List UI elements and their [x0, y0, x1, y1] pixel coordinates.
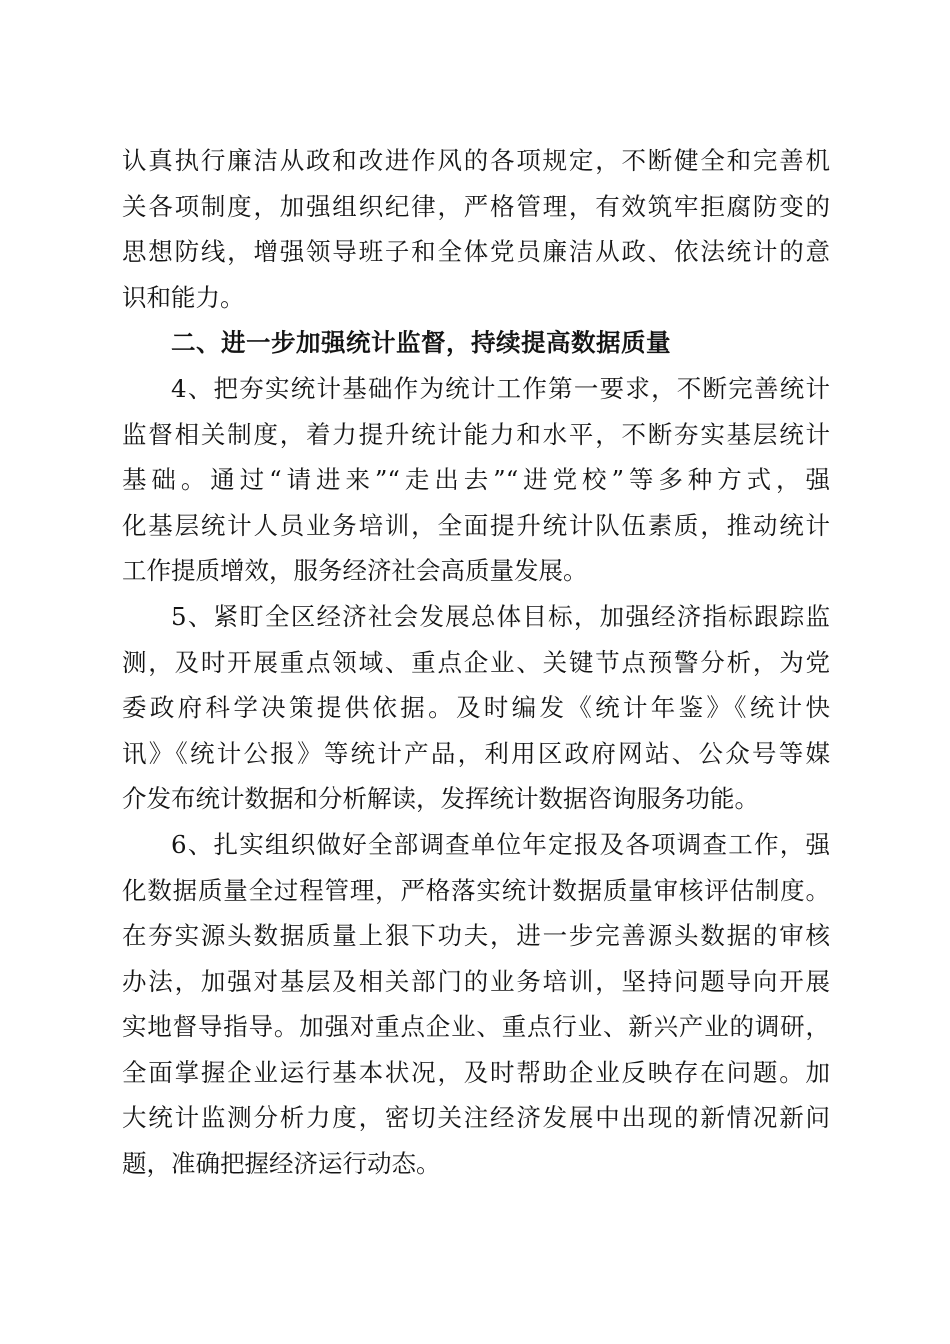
text-line: 讯》《统计公报》等统计产品，利用区政府网站、公众号等媒	[122, 738, 830, 768]
text-line: 关各项制度，加强组织纪律，严格管理，有效筑牢拒腐防变的	[122, 191, 830, 221]
text-line: 化基层统计人员业务培训，全面提升统计队伍素质，推动统计	[122, 510, 830, 540]
text-line: 5、紧盯全区经济社会发展总体目标，加强经济指标跟踪监	[171, 601, 830, 631]
text-line: 实地督导指导。加强对重点企业、重点行业、新兴产业的调研，	[122, 1012, 830, 1042]
text-line: 在夯实源头数据质量上狠下功夫，进一步完善源头数据的审核	[122, 921, 830, 951]
text-line: 化数据质量全过程管理，严格落实统计数据质量审核评估制度。	[122, 875, 830, 905]
text-line: 识和能力。	[122, 282, 245, 312]
document-body	[122, 138, 830, 1187]
text-line: 全面掌握企业运行基本状况，及时帮助企业反映存在问题。加	[122, 1057, 830, 1087]
paragraph-5	[122, 594, 830, 822]
text-line: 思想防线，增强领导班子和全体党员廉洁从政、依法统计的意	[122, 237, 830, 267]
paragraph-4	[122, 366, 830, 594]
section-heading: 二、进一步加强统计监督，持续提高数据质量	[171, 328, 671, 358]
text-line: 工作提质增效，服务经济社会高质量发展。	[122, 556, 588, 586]
text-line: 6、扎实组织做好全部调查单位年定报及各项调查工作，强	[171, 829, 830, 859]
paragraph-intro	[122, 138, 830, 320]
text-line: 4、把夯实统计基础作为统计工作第一要求，不断完善统计	[171, 373, 830, 403]
text-line: 题，准确把握经济运行动态。	[122, 1149, 441, 1179]
text-line: 测，及时开展重点领域、重点企业、关键节点预警分析，为党	[122, 647, 830, 677]
text-line: 监督相关制度，着力提升统计能力和水平，不断夯实基层统计	[122, 419, 830, 449]
paragraph-6	[122, 822, 830, 1187]
text-line: 大统计监测分析力度，密切关注经济发展中出现的新情况新问	[122, 1103, 830, 1133]
text-line: 介发布统计数据和分析解读，发挥统计数据咨询服务功能。	[122, 784, 759, 814]
text-line: 认真执行廉洁从政和改进作风的各项规定，不断健全和完善机	[122, 146, 830, 175]
text-line: 基础。通过“请进来”“走出去”“进党校”等多种方式，强	[122, 465, 830, 495]
text-line: 办法，加强对基层及相关部门的业务培训，坚持问题导向开展	[122, 966, 830, 996]
text-line: 委政府科学决策提供依据。及时编发《统计年鉴》《统计快	[122, 693, 830, 723]
